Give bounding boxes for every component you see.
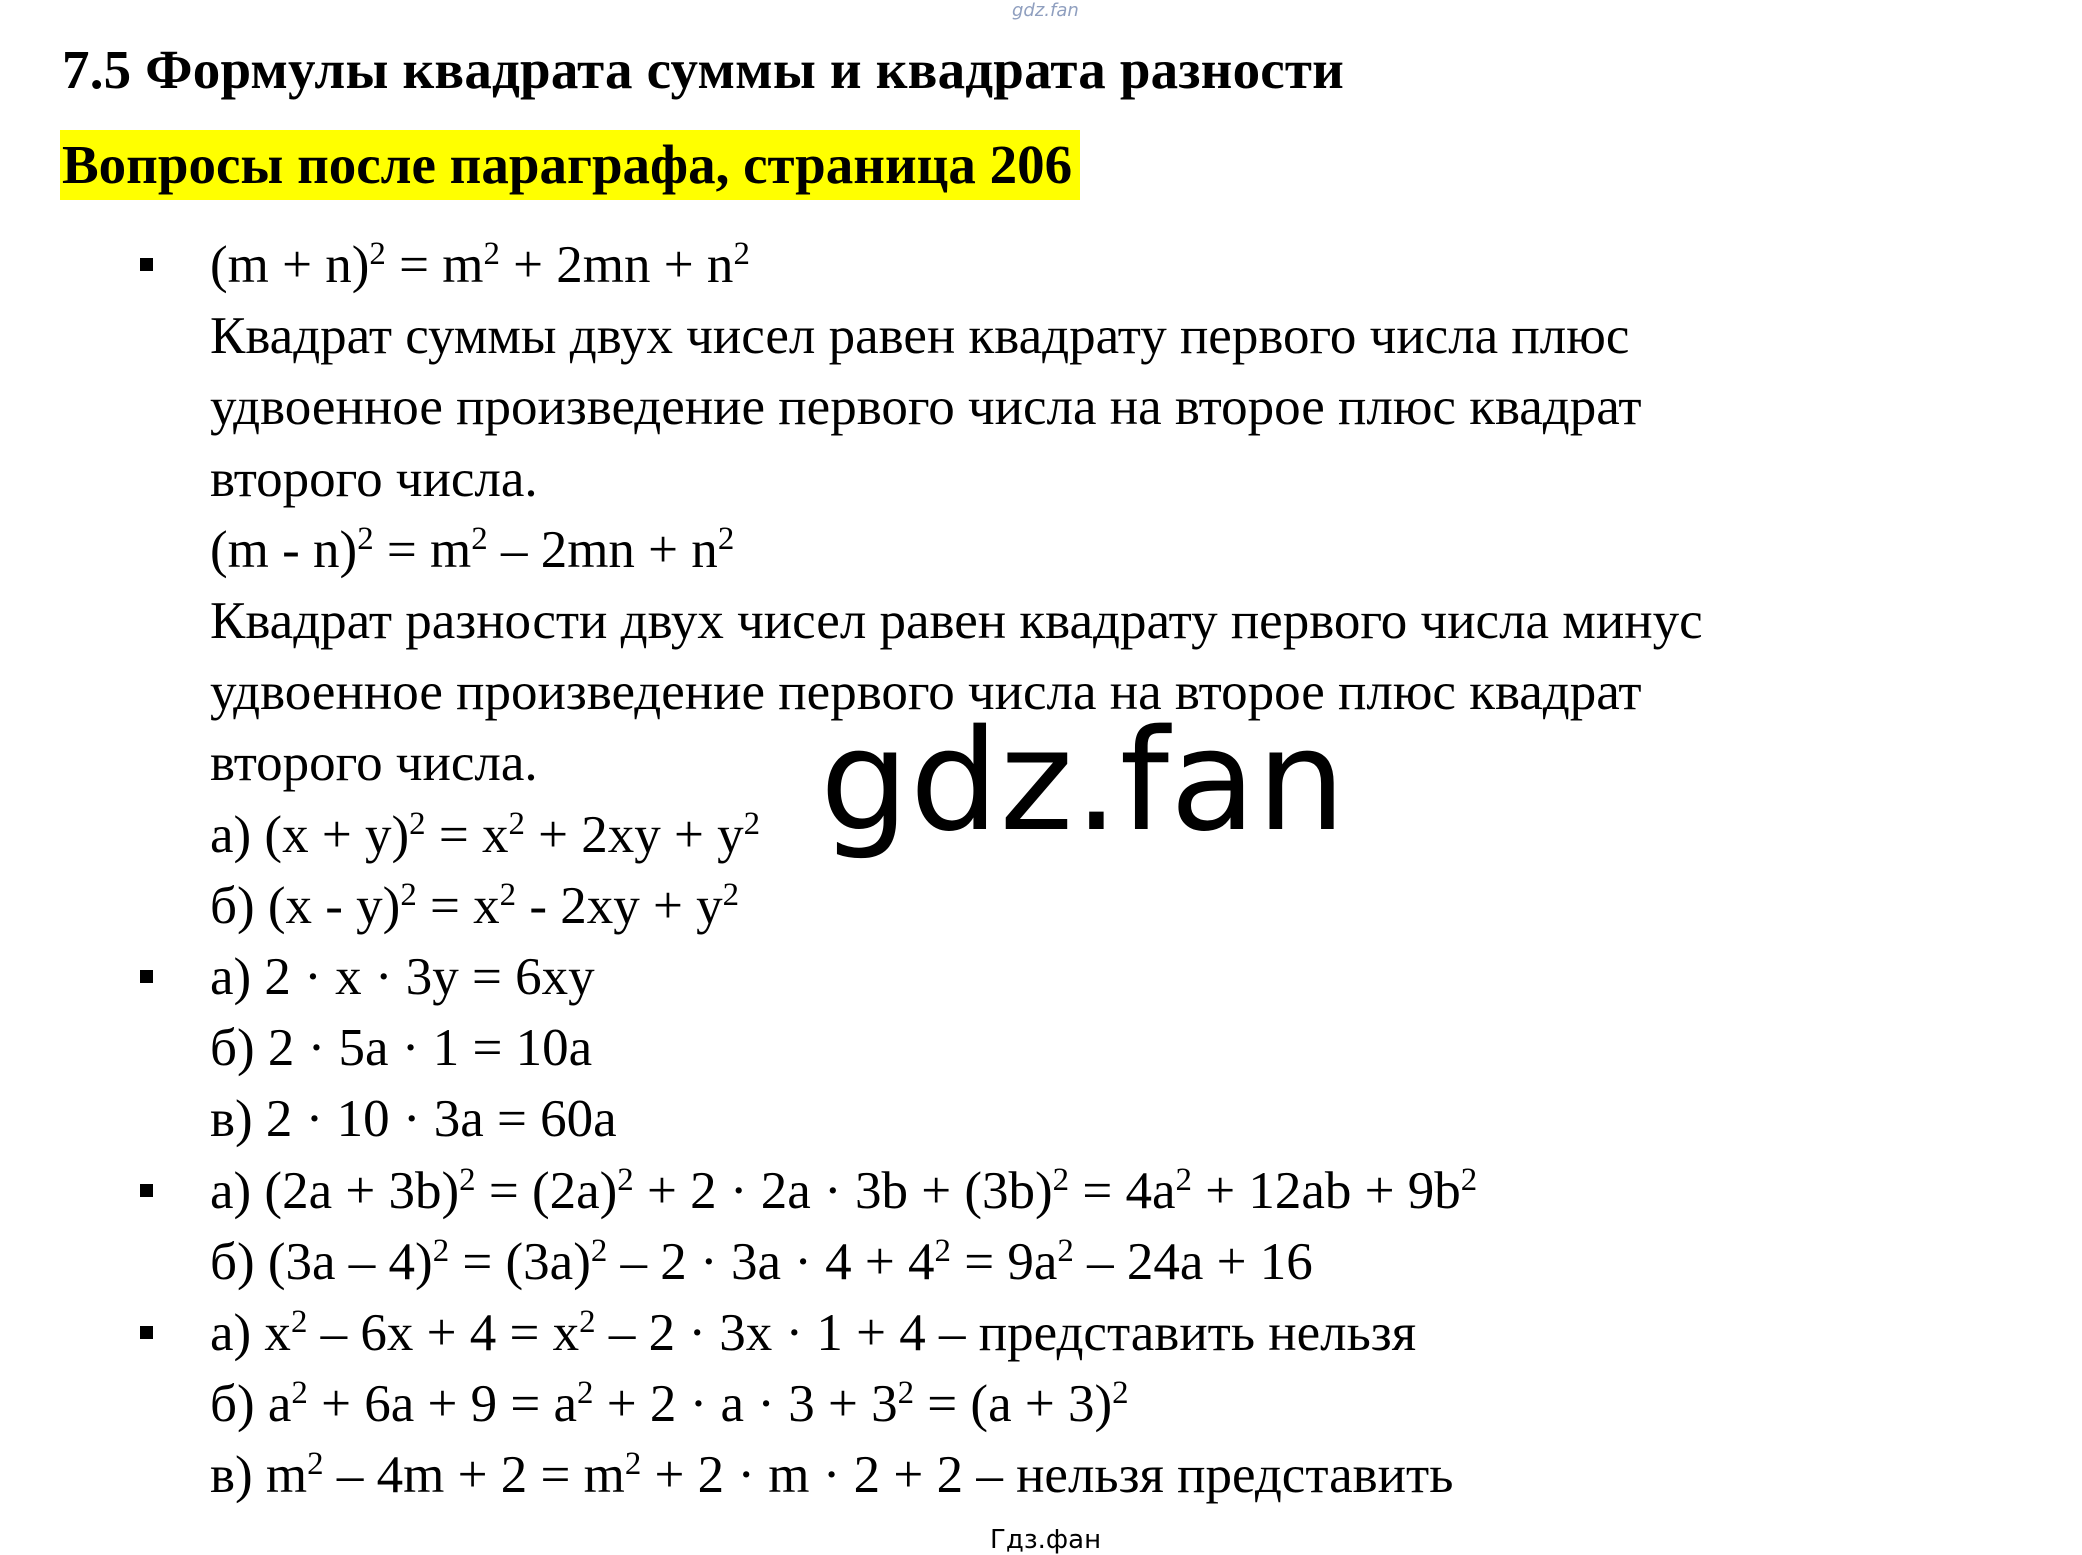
page-title: 7.5 Формулы квадрата суммы и квадрата разности	[62, 39, 1344, 100]
bullet-icon	[140, 1184, 153, 1197]
answer-line: Квадрат суммы двух чисел равен квадрату первого числа плюс	[210, 307, 1630, 366]
answer-line: Квадрат разности двух чисел равен квадрату первого числа минус	[210, 592, 1703, 651]
center-watermark: gdz.fan	[820, 700, 1347, 863]
section-subtitle: Вопросы после параграфа, страница 206	[60, 130, 1080, 200]
answer-line: $(m - n)^2 = m^2 - 2mn + n^2$	[210, 520, 735, 579]
answer-line: $(m + n)^2 = m^2 + 2mn + n^2$	[210, 235, 750, 294]
bullet-icon	[140, 258, 153, 271]
answer-line: а) $(x + y)^2 = x^2 + 2xy + y^2$	[210, 805, 761, 864]
answers-list	[140, 230, 2040, 1512]
bullet-icon	[140, 970, 153, 983]
answer-line: в) $m^2 - 4m + 2 = m^2 + 2 \cdot m \cdot 2 + 2$ – нельзя представить	[210, 1446, 1454, 1505]
answer-group	[140, 942, 2040, 1156]
answer-line: б) $(3a - 4)^2 = (3a)^2 - 2 \cdot 3a \cdot 4 + 4^2 = 9a^2 - 24a + 16$	[210, 1232, 1313, 1291]
answer-line: б) $(x - y)^2 = x^2 - 2xy + y^2$	[210, 876, 740, 935]
top-watermark: gdz.fan	[1012, 0, 1079, 21]
answer-group	[140, 1298, 2040, 1512]
answer-line: а) $(2a + 3b)^2 = (2a)^2 + 2 \cdot 2a \cdot 3b + (3b)^2 = 4a^2 + 12ab + 9b^2$	[210, 1161, 1478, 1220]
answer-line: б) 2 · 5a · 1 = 10a	[210, 1019, 593, 1078]
bullet-icon	[140, 1326, 153, 1339]
answer-line: второго числа.	[210, 734, 538, 793]
answer-line: второго числа.	[210, 449, 538, 508]
answer-line: а) 2 · x · 3y = 6xy	[210, 948, 595, 1007]
answer-line: а) $x^2 - 6x + 4 = x^2 - 2 \cdot 3x \cdot 1 + 4$ – представить нельзя	[210, 1303, 1417, 1363]
answer-line: удвоенное произведение первого числа на второе плюс квадрат	[210, 663, 1642, 722]
answer-group	[140, 1156, 2040, 1298]
answer-line: б) $a^2 + 6a + 9 = a^2 + 2 \cdot a \cdot 3 + 3^2 = (a + 3)^2$	[210, 1375, 1129, 1434]
bottom-watermark: Гдз.фан	[990, 1525, 1102, 1555]
answer-line: в) 2 · 10 · 3a = 60a	[210, 1090, 617, 1149]
answer-line: удвоенное произведение первого числа на второе плюс квадрат	[210, 378, 1642, 437]
